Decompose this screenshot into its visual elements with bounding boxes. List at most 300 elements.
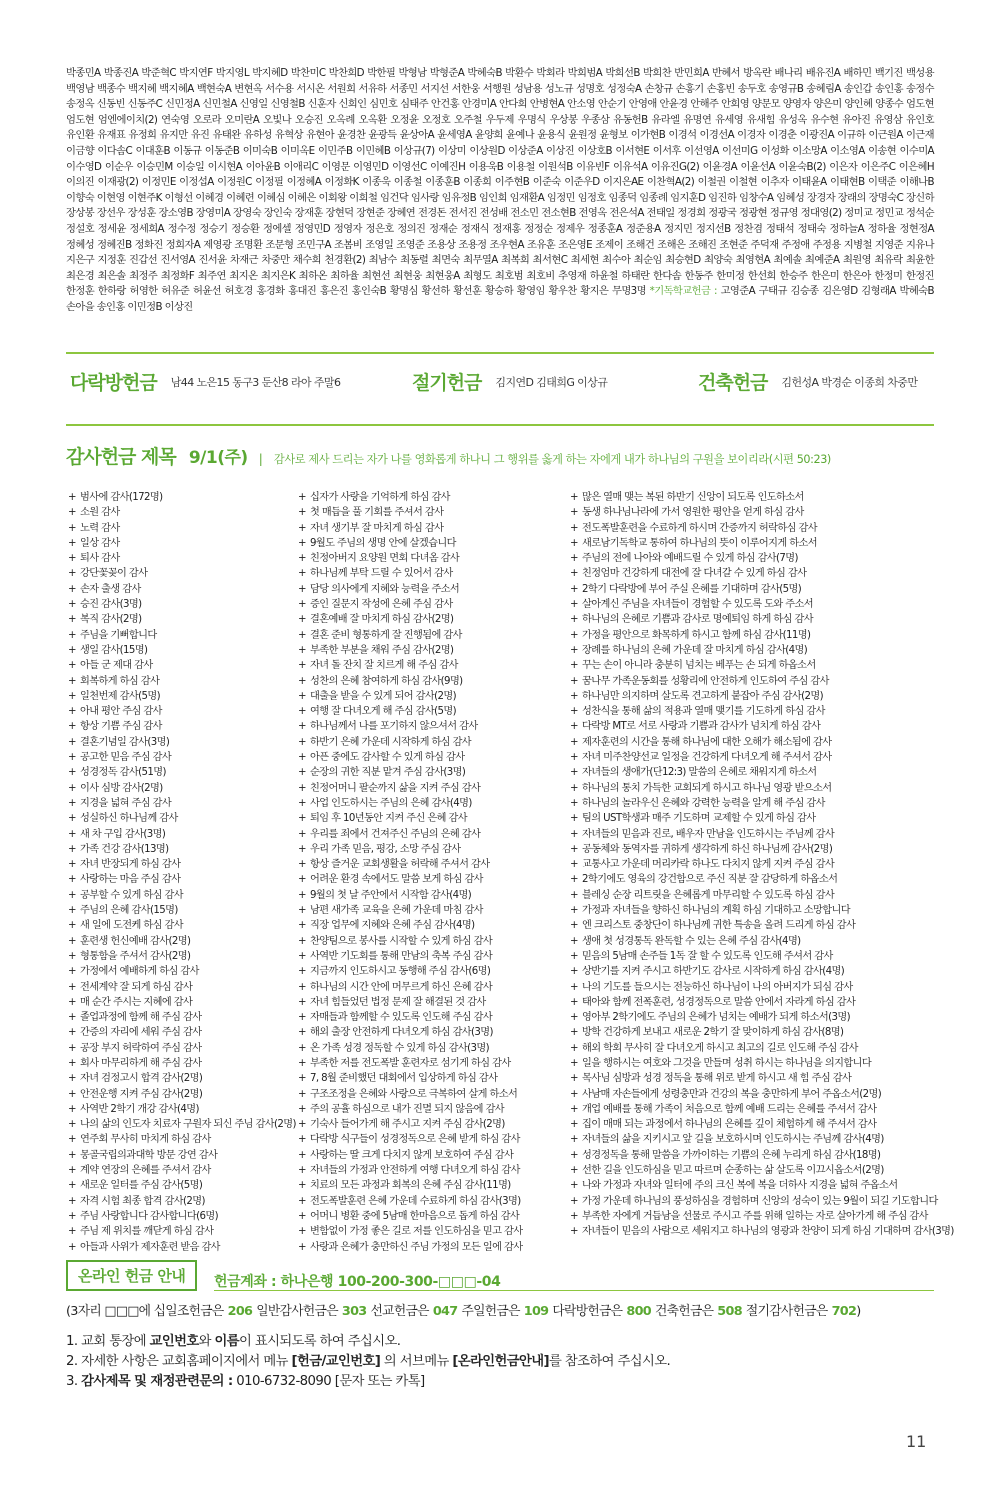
thanks-item: + 영아부 2학기에도 주님의 은혜가 넘치는 예배가 되게 하소서(3명) bbox=[570, 1010, 936, 1025]
plus-icon: + bbox=[570, 752, 578, 764]
plus-icon: + bbox=[298, 690, 306, 702]
plus-icon: + bbox=[68, 553, 76, 565]
plus-icon: + bbox=[570, 935, 578, 947]
thanks-item: + 가정과 자녀들을 향하신 하나님의 계획 하심 기대하고 소망합니다 bbox=[570, 903, 936, 918]
thanks-item: + 아픈 중에도 감사할 수 있게 하심 감사 bbox=[298, 750, 560, 765]
plus-icon: + bbox=[570, 553, 578, 565]
plus-icon: + bbox=[68, 721, 76, 733]
plus-icon: + bbox=[298, 767, 306, 779]
plus-icon: + bbox=[570, 675, 578, 687]
plus-icon: + bbox=[68, 1073, 76, 1085]
plus-icon: + bbox=[68, 1057, 76, 1069]
thanks-item: + 자녀 미주찬양선교 일정을 건강하게 다녀오게 해 주셔서 감사 bbox=[570, 750, 936, 765]
plus-icon: + bbox=[298, 599, 306, 611]
thanks-item: + 제자훈련의 시간을 통해 하나님에 대한 오해가 해소됨에 감사 bbox=[570, 735, 936, 750]
thanks-item: + 가정에서 예배하게 하심 감사 bbox=[68, 964, 288, 979]
plus-icon: + bbox=[570, 1119, 578, 1131]
thanks-item: + 상반기를 지켜 주시고 하반기도 감사로 시작하게 하심 감사(4명) bbox=[570, 964, 936, 979]
plus-icon: + bbox=[298, 537, 306, 549]
notice-list bbox=[66, 1332, 934, 1392]
plus-icon: + bbox=[298, 1134, 306, 1146]
plus-icon: + bbox=[68, 767, 76, 779]
category-names: 김헌성A 박경순 이종희 차중만 bbox=[781, 375, 918, 389]
plus-icon: + bbox=[570, 1027, 578, 1039]
thanks-item: + 결혼기념일 감사(3명) bbox=[68, 735, 288, 750]
thanks-item: + 자녀 생기부 잘 마치게 하심 감사 bbox=[298, 521, 560, 536]
plus-icon: + bbox=[298, 522, 306, 534]
offering-code: 109 bbox=[523, 1304, 549, 1319]
plus-icon: + bbox=[570, 1134, 578, 1146]
thanks-item: + 하나님의 시간 안에 머무르게 하신 은혜 감사 bbox=[298, 980, 560, 995]
plus-icon: + bbox=[570, 721, 578, 733]
category-building bbox=[698, 368, 917, 395]
thanks-item: + 친정어머니 팔순까지 삶을 지켜 주심 감사 bbox=[298, 781, 560, 796]
thanks-item: + 십자가 사랑을 기억하게 하심 감사 bbox=[298, 490, 560, 505]
plus-icon: + bbox=[298, 583, 306, 595]
thanks-header bbox=[66, 442, 934, 469]
notice-item-3: 3. 감사제목 및 재정관련문의 : 010-6732-8090 [문자 또는 카톡] bbox=[66, 1374, 425, 1389]
plus-icon: + bbox=[570, 644, 578, 656]
thanks-item: + 부족한 자에게 거듭남을 선물로 주시고 주를 위해 일하는 자로 살아가게 해 주심 감사 bbox=[570, 1209, 936, 1224]
offering-code: 047 bbox=[432, 1304, 458, 1319]
thanks-item: + 사남매 자손들에게 성령충만과 건강의 복을 충만하게 부어 주옵소서(2명) bbox=[570, 1087, 936, 1102]
thanks-item: + 전세계약 잘 되게 하심 감사 bbox=[68, 980, 288, 995]
thanks-item: + 자녀 반장되게 하심 감사 bbox=[68, 857, 288, 872]
plus-icon: + bbox=[570, 614, 578, 626]
plus-icon: + bbox=[298, 644, 306, 656]
plus-icon: + bbox=[298, 1012, 306, 1024]
thanks-item: + 교통사고 가운데 머리카락 하나도 다치지 않게 지켜 주심 감사 bbox=[570, 857, 936, 872]
plus-icon: + bbox=[68, 736, 76, 748]
plus-icon: + bbox=[570, 981, 578, 993]
thanks-item: + 성찬의 은혜 참여하게 하심 감사(9명) bbox=[298, 674, 560, 689]
plus-icon: + bbox=[570, 859, 578, 871]
thanks-item: + 사랑과 은혜가 충만하신 주님 가정의 모든 일에 감사 bbox=[298, 1240, 560, 1255]
thanks-item: + 자매들과 함께할 수 있도록 인도해 주심 감사 bbox=[298, 1010, 560, 1025]
category-names: 김지연D 김태희G 이상규 bbox=[495, 375, 608, 389]
thanks-item: + 부족한 부분을 채워 주심 감사(2명) bbox=[298, 643, 560, 658]
plus-icon: + bbox=[570, 828, 578, 840]
thanks-item: + 어려운 환경 속에서도 말씀 보게 하심 감사 bbox=[298, 872, 560, 887]
thanks-item: + 담당 의사에게 지혜와 능력을 주소서 bbox=[298, 582, 560, 597]
thanks-item: + 자녀들이 믿음의 사람으로 세워지고 하나님의 영광과 찬양이 되게 하심 기대하며 감사(3명) bbox=[570, 1224, 936, 1239]
plus-icon: + bbox=[570, 629, 578, 641]
donor-names-block bbox=[66, 66, 934, 316]
divider-mid bbox=[66, 424, 934, 426]
plus-icon: + bbox=[298, 1180, 306, 1192]
plus-icon: + bbox=[68, 874, 76, 886]
divider-top bbox=[66, 352, 934, 354]
plus-icon: + bbox=[68, 614, 76, 626]
plus-icon: + bbox=[68, 706, 76, 718]
plus-icon: + bbox=[570, 950, 578, 962]
plus-icon: + bbox=[570, 996, 578, 1008]
plus-icon: + bbox=[68, 1088, 76, 1100]
plus-icon: + bbox=[570, 1103, 578, 1115]
online-offering-button: 온라인 헌금 안내 bbox=[66, 1260, 197, 1291]
plus-icon: + bbox=[570, 905, 578, 917]
plus-icon: + bbox=[68, 797, 76, 809]
thanks-item: + 성경정독 감사(51명) bbox=[68, 765, 288, 780]
thanks-item: + 가족 건강 감사(13명) bbox=[68, 842, 288, 857]
category-title: 절기헌금 bbox=[412, 372, 482, 394]
plus-icon: + bbox=[298, 507, 306, 519]
thanks-item: + 가정을 평안으로 화목하게 하시고 함께 하심 감사(11명) bbox=[570, 628, 936, 643]
plus-icon: + bbox=[570, 782, 578, 794]
thanks-item: + 생애 첫 성경통독 완독할 수 있는 은혜 주심 감사(4명) bbox=[570, 934, 936, 949]
plus-icon: + bbox=[570, 507, 578, 519]
thanks-item: + 소원 감사 bbox=[68, 505, 288, 520]
plus-icon: + bbox=[570, 966, 578, 978]
plus-icon: + bbox=[298, 782, 306, 794]
thanks-item: + 엔 크리스토 중창단이 하나님께 귀한 특송을 올려 드리게 하심 감사 bbox=[570, 918, 936, 933]
thanks-item: + 아들 군 제대 감사 bbox=[68, 658, 288, 673]
thanks-item: + 구조조정을 은혜와 사랑으로 극복하여 살게 하소서 bbox=[298, 1087, 560, 1102]
thanks-item: + 우리 가족 믿음, 평강, 소망 주심 감사 bbox=[298, 842, 560, 857]
plus-icon: + bbox=[570, 599, 578, 611]
thanks-item: + 친정엄마 건강하게 대전에 잘 다녀갈 수 있게 하심 감사 bbox=[570, 566, 936, 581]
plus-icon: + bbox=[298, 950, 306, 962]
plus-icon: + bbox=[570, 1165, 578, 1177]
plus-icon: + bbox=[68, 905, 76, 917]
thanks-item: + 남편 새가족 교육을 은혜 가운데 마침 감사 bbox=[298, 903, 560, 918]
thanks-item: + 방학 건강하게 보내고 새로운 2학기 잘 맞이하게 하심 감사(8명) bbox=[570, 1025, 936, 1040]
thanks-item: + 집이 매매 되는 과정에서 하나님의 은혜를 깊이 체험하게 해 주셔서 감사 bbox=[570, 1117, 936, 1132]
plus-icon: + bbox=[298, 981, 306, 993]
plus-icon: + bbox=[298, 1088, 306, 1100]
plus-icon: + bbox=[570, 568, 578, 580]
plus-icon: + bbox=[570, 706, 578, 718]
thanks-item: + 주님의 전에 나아와 예배드릴 수 있게 하심 감사(7명) bbox=[570, 551, 936, 566]
plus-icon: + bbox=[68, 950, 76, 962]
thanks-item: + 태아와 함께 전폭훈련, 성경정독으로 말씀 안에서 자라게 하심 감사 bbox=[570, 995, 936, 1010]
plus-icon: + bbox=[298, 843, 306, 855]
plus-icon: + bbox=[570, 1195, 578, 1207]
thanks-item: + 하나님의 은혜로 기쁨과 감사로 명예퇴임 하게 하심 감사 bbox=[570, 612, 936, 627]
thanks-item: + 공고한 믿음 주심 감사 bbox=[68, 750, 288, 765]
thanks-item: + 장례를 하나님의 은혜 가운데 잘 마치게 하심 감사(4명) bbox=[570, 643, 936, 658]
plus-icon: + bbox=[570, 1012, 578, 1024]
thanks-item: + 일상 감사 bbox=[68, 536, 288, 551]
plus-icon: + bbox=[68, 996, 76, 1008]
thanks-item: + 지금까지 인도하시고 동행해 주심 감사(6명) bbox=[298, 964, 560, 979]
thanks-item: + 하나님의 통치 가득한 교회되게 하시고 하나님 영광 받으소서 bbox=[570, 781, 936, 796]
thanks-item: + 사역반 2학기 개강 감사(4명) bbox=[68, 1102, 288, 1117]
thanks-item: + 블레싱 순장 리트릿을 은혜롭게 마무리할 수 있도록 하심 감사 bbox=[570, 888, 936, 903]
category-title: 다락방헌금 bbox=[70, 372, 157, 394]
thanks-item: + 일천번제 감사(5명) bbox=[68, 689, 288, 704]
thanks-date: 9/1(주) bbox=[188, 448, 248, 468]
thanks-item: + 지경을 넓혀 주심 감사 bbox=[68, 796, 288, 811]
thanks-item: + 자녀 힘들었던 법정 문제 잘 해결된 것 감사 bbox=[298, 995, 560, 1010]
thanks-item: + 결혼예배 잘 마치게 하심 감사(2명) bbox=[298, 612, 560, 627]
thanks-item: + 다락방 MT로 서로 사랑과 기쁨과 감사가 넘치게 하심 감사 bbox=[570, 719, 936, 734]
thanks-item: + 자녀들의 가정과 안전하게 여행 다녀오게 하심 감사 bbox=[298, 1163, 560, 1178]
thanks-item: + 전도폭발훈련을 수료하게 하시며 간증까지 허락하심 감사 bbox=[570, 521, 936, 536]
thanks-item: + 새로운 일터를 주심 감사(5명) bbox=[68, 1178, 288, 1193]
thanks-item: + 증인 질문지 작성에 은혜 주심 감사 bbox=[298, 597, 560, 612]
thanks-item: + 하나님만 의지하며 살도록 견고하게 붙잡아 주심 감사(2명) bbox=[570, 689, 936, 704]
thanks-item: + 다락방 식구들이 성경정독으로 은혜 받게 하심 감사 bbox=[298, 1132, 560, 1147]
plus-icon: + bbox=[68, 675, 76, 687]
plus-icon: + bbox=[68, 752, 76, 764]
plus-icon: + bbox=[298, 966, 306, 978]
thanks-list-column-1 bbox=[68, 490, 296, 1255]
plus-icon: + bbox=[298, 492, 306, 503]
thanks-item: + 우리를 죄에서 건져주신 주님의 은혜 감사 bbox=[298, 827, 560, 842]
plus-icon: + bbox=[68, 935, 76, 947]
thanks-item: + 부족한 저를 전도폭발 훈련자로 섬기게 하심 감사 bbox=[298, 1056, 560, 1071]
plus-icon: + bbox=[68, 1134, 76, 1146]
plus-icon: + bbox=[570, 522, 578, 534]
plus-icon: + bbox=[298, 813, 306, 825]
thanks-item: + 범사에 감사(172명) bbox=[68, 490, 288, 505]
thanks-item: + 해외 출장 안전하게 다녀오게 하심 감사(3명) bbox=[298, 1025, 560, 1040]
plus-icon: + bbox=[298, 1027, 306, 1039]
plus-icon: + bbox=[570, 1088, 578, 1100]
thanks-item: + 주님을 기뻐합니다 bbox=[68, 628, 288, 643]
thanks-item: + 훈련생 헌신예배 감사(2명) bbox=[68, 934, 288, 949]
plus-icon: + bbox=[570, 583, 578, 595]
plus-icon: + bbox=[298, 706, 306, 718]
plus-icon: + bbox=[68, 828, 76, 840]
thanks-item: + 회복하게 하심 감사 bbox=[68, 674, 288, 689]
thanks-item: + 안전운행 지켜 주심 감사(2명) bbox=[68, 1087, 288, 1102]
thanks-item: + 매 순간 주시는 지혜에 감사 bbox=[68, 995, 288, 1010]
thanks-item: + 아내 평안 주심 감사 bbox=[68, 704, 288, 719]
thanks-item: + 2학기에도 영육의 강건함으로 주신 직분 잘 감당하게 하옵소서 bbox=[570, 872, 936, 887]
plus-icon: + bbox=[298, 828, 306, 840]
thanks-item: + 새 차 구입 감사(3명) bbox=[68, 827, 288, 842]
thanks-item: + 노력 감사 bbox=[68, 521, 288, 536]
thanks-item: + 찬양팀으로 봉사를 시작할 수 있게 하심 감사 bbox=[298, 934, 560, 949]
thanks-item: + 전도폭발훈련 은혜 가운데 수료하게 하심 감사(3명) bbox=[298, 1194, 560, 1209]
offering-code: 508 bbox=[717, 1304, 742, 1319]
thanks-item: + 새로남기독학교 통하여 하나님의 뜻이 이루어지게 하소서 bbox=[570, 536, 936, 551]
thanks-item: + 친정아버지 요양원 면회 다녀옴 감사 bbox=[298, 551, 560, 566]
category-seasonal bbox=[412, 368, 607, 395]
thanks-item: + 살아계신 주님을 자녀들이 경험할 수 있도록 도와 주소서 bbox=[570, 597, 936, 612]
plus-icon: + bbox=[68, 966, 76, 978]
plus-icon: + bbox=[298, 1042, 306, 1054]
plus-icon: + bbox=[68, 644, 76, 656]
thanks-item: + 자녀들의 삶을 지키시고 앞 길을 보호하시며 인도하시는 주님께 감사(4명) bbox=[570, 1132, 936, 1147]
thanks-item: + 퇴임 후 10년동안 지켜 주신 은혜 감사 bbox=[298, 811, 560, 826]
plus-icon: + bbox=[570, 537, 578, 549]
thanks-item: + 회사 마무리하게 해 주심 감사 bbox=[68, 1056, 288, 1071]
plus-icon: + bbox=[68, 1012, 76, 1024]
plus-icon: + bbox=[298, 1165, 306, 1177]
plus-icon: + bbox=[298, 935, 306, 947]
category-darakbang bbox=[70, 368, 340, 395]
thanks-item: + 꿈나무 가족운동회를 성황리에 안전하게 인도하여 주심 감사 bbox=[570, 674, 936, 689]
plus-icon: + bbox=[298, 1195, 306, 1207]
thanks-list-column-3 bbox=[570, 490, 954, 1240]
school-offering-label: *기독학교헌금 : bbox=[649, 285, 717, 298]
plus-icon: + bbox=[298, 660, 306, 672]
thanks-item: + 생일 감사(15명) bbox=[68, 643, 288, 658]
plus-icon: + bbox=[68, 1226, 76, 1238]
plus-icon: + bbox=[68, 1180, 76, 1192]
plus-icon: + bbox=[68, 583, 76, 595]
thanks-item: + 하나님의 놀라우신 은혜와 강력한 능력을 알게 해 주심 감사 bbox=[570, 796, 936, 811]
plus-icon: + bbox=[298, 905, 306, 917]
account-underline bbox=[214, 1290, 934, 1291]
thanks-item: + 나와 가정과 자녀와 일터에 주의 크신 복에 복을 더하사 지경을 넓혀 주옵소서 bbox=[570, 1178, 936, 1193]
thanks-item: + 개업 예배를 통해 가족이 처음으로 함께 예배 드리는 은혜를 주셔서 감사 bbox=[570, 1102, 936, 1117]
thanks-item: + 온 가족 성경 정독할 수 있게 하심 감사(3명) bbox=[298, 1041, 560, 1056]
thanks-item: + 나의 기도를 들으시는 전능하신 하나님이 나의 아버지가 되심 감사 bbox=[570, 980, 936, 995]
donor-names: 박종민A 박종진A 박준혁C 박지연F 박지영L 박지혜D 박찬미C 박찬희D 박한필 박형남 박형준A 박혜숙B 박환수 박회라 박희범A 박희선B 박희찬 반민희A 반혜서 방옥란 배나리 배유진A 배하민 백기진 백성용 백영남 백종수 백지혜 백지혜A 백현숙A 변현옥 서수용 서시온 서원희 서유하 서종민 서지선 서한웅 서행원 성남용 성노규 성명호 성정숙A 손창규 손홍기 손홍빈 송두호 송영규B 송혜림A 송인갑 송인홍 송정수 송정옥 신동빈 신동주C 신민정A 신민철A 신영일 신영철B 신훈자 신희인 심민호 심태주 안건홍 안경미A 안다희 안병현A 안소영 안순기 안영애 안윤경 안해주 안희영 양문모 양영자 양은미 양인혜 양종수 엄도현 엄도현 엄엔에이치(2) 연숙영 오로라 오미란A 오빛나 오승진 오옥례 오옥환 오정윤 오정호 오주철 우두제 우명식 우상봉 우종삼 유동헌B 유라엘 유명연 유세영 유새힘 유성옥 유수현 유아진 유영삼 유인호 유인환 유재표 유정희 유지만 유진 유태완 유하성 유혁상 유현아 윤경찬 윤광득 윤상아A 윤세영A 윤양희 윤예나 윤용식 윤원정 윤형보 이가현B 이경석 이경선A 이경자 이경춘 이광진A 이규하 이근원A 이근재 이금향 이다솜C 이대훈B 이동규 이동준B 이미숙B 이미옥E 이민주B 이민혜B 이상규(7) 이상미 이상원D 이상준A 이상진 이상호B 이서현E 이서후 이선영A 이선미G 이성화 이소망A 이소영A 이송현 이수미A 이수영D 이순우 이승민M 이승일 이시현A 이아윤B 이애리C 이영문 이영민D 이영선C 이예진H 이용욱B 이용철 이원석B 이유빈F 이유석A 이유진G(2) 이윤경A 이윤선A 이윤숙B(2) 이은자 이은주C 이은혜H 이의진 이재광(2) 이정민E 이정섭A 이정원C 이정필 이정혜A 이정화K 이종욱 이종철 이종훈B 이종희 이주현B 이준숙 이준우D 이지은AE 이찬혁A(2) 이철권 이철현 이추자 이태윤A 이태현B 이택준 이해나B 이향숙 이현영 이현주K 이형선 이혜경 이혜련 이혜심 이혜은 이회왕 이희철 임건닥 임사랑 임유정B 임인희 임재환A 임정민 임정호 임종덕 임종례 임지훈D 임진하 임창수A 임혜성 장경자 장래의 장명숙C 장신하 장상봉 장선우 장성훈 장소영B 장영미A 장영숙 장인숙 장재훈 장현덕 장현준 장혜연 전경돈 전서진 전성배 전소민 전소현B 전영옥 전은석A 전태일 정경희 정광국 정광현 정규영 정대영(2) 정미교 정민교 정석순 정설호 정세윤 정세희A 정수정 정승기 정승환 정에셀 정영민D 정영자 정은호 정의진 정재순 정재식 정재홍 정정순 정제우 정종훈A 정준용A 정지민 정지선B 정찬겸 정태석 정태숙 정하늘A 정하율 정현정A 정혜성 정혜진B 정화진 정희자A 제영광 조명환 조문형 조민구A 조봄비 조영일 조영준 조용상 조용정 조우현A 조유훈 조은영E 조제이 조해건 조해은 조해진 조현준 주덕재 주정애 주정용 지병철 지영준 지유나 지은구 지정훈 진갑선 진서영A 진서윤 차재근 차중만 채수희 천경환(2) 최남수 최동렬 최면숙 최무열A 최복희 최서현C 최세현 최수아 최순임 최승현D 최양숙 최영현A 최예솔 최예준A 최원영 최유락 최윤한 최은경 최은솔 최정주 최정화F 최주연 최지온 최지은K 최하온 최하율 최현선 최현웅 최현웅A 최형도 최호범 최호비 추영재 하윤철 하태란 한다솜 한동주 한미정 한선희 한승주 한은미 한은아 한정미 한정진 한정훈 한하랑 허영한 허유준 허윤선 허호경 홍경화 홍대진 홍은진 홍인숙B 황명심 황선하 황선훈 황승하 황영임 황우찬 황지은 무명3명 bbox=[66, 67, 934, 298]
plus-icon: + bbox=[298, 1073, 306, 1085]
plus-icon: + bbox=[68, 1042, 76, 1054]
thanks-item: + 성경정독을 통해 말씀을 가까이하는 기쁨의 은혜 누리게 하심 감사(18명) bbox=[570, 1148, 936, 1163]
thanks-item: + 형통함을 주셔서 감사(2명) bbox=[68, 949, 288, 964]
plus-icon: + bbox=[68, 1165, 76, 1177]
plus-icon: + bbox=[68, 690, 76, 702]
plus-icon: + bbox=[570, 813, 578, 825]
plus-icon: + bbox=[68, 1210, 76, 1222]
plus-icon: + bbox=[298, 568, 306, 580]
plus-icon: + bbox=[298, 1210, 306, 1222]
thanks-item: + 성찬식을 통해 삶의 적용과 열매 맺기를 기도하게 하심 감사 bbox=[570, 704, 936, 719]
plus-icon: + bbox=[68, 1195, 76, 1207]
plus-icon: + bbox=[68, 920, 76, 932]
thanks-item: + 목사님 심방과 성경 정독을 통해 위로 받게 하시고 새 힘 주심 감사 bbox=[570, 1071, 936, 1086]
page-number: 11 bbox=[906, 1432, 927, 1451]
thanks-item: + 공부할 수 있게 하심 감사 bbox=[68, 888, 288, 903]
thanks-item: + 기숙사 들어가게 해 주시고 지켜 주심 감사(2명) bbox=[298, 1117, 560, 1132]
plus-icon: + bbox=[68, 1027, 76, 1039]
plus-icon: + bbox=[298, 1149, 306, 1161]
plus-icon: + bbox=[570, 767, 578, 779]
thanks-item: + 7, 8월 준비했던 대회에서 입상하게 하심 감사 bbox=[298, 1071, 560, 1086]
thanks-item: + 믿음의 5남매 손주들 1독 잘 할 수 있도록 인도해 주셔서 감사 bbox=[570, 949, 936, 964]
plus-icon: + bbox=[570, 1210, 578, 1222]
plus-icon: + bbox=[298, 1103, 306, 1115]
thanks-item: + 항상 기쁨 주심 감사 bbox=[68, 719, 288, 734]
thanks-item: + 복직 감사(2명) bbox=[68, 612, 288, 627]
plus-icon: + bbox=[298, 721, 306, 733]
thanks-item: + 자녀 검정고시 합격 감사(2명) bbox=[68, 1071, 288, 1086]
plus-icon: + bbox=[298, 1119, 306, 1131]
plus-icon: + bbox=[570, 1180, 578, 1192]
thanks-item: + 공장 부지 허락하여 주심 감사 bbox=[68, 1041, 288, 1056]
plus-icon: + bbox=[298, 752, 306, 764]
thanks-verse: 감사로 제사 드리는 자가 나를 영화롭게 하나니 그 행위를 옳게 하는 자에게 내가 하나님의 구원을 보이리라(시편 50:23) bbox=[273, 453, 831, 466]
plus-icon: + bbox=[68, 981, 76, 993]
offering-codes: (3자리 □□□에 십일조헌금은 206 일반감사헌금은 303 선교헌금은 047 주일헌금은 109 다락방헌금은 800 건축헌금은 508 절기감사헌금은 702) bbox=[66, 1304, 861, 1319]
plus-icon: + bbox=[570, 1149, 578, 1161]
plus-icon: + bbox=[298, 996, 306, 1008]
thanks-item: + 사역반 기도회를 통해 만남의 축복 주심 감사 bbox=[298, 949, 560, 964]
offering-code: 702 bbox=[831, 1304, 857, 1319]
plus-icon: + bbox=[68, 813, 76, 825]
plus-icon: + bbox=[570, 1042, 578, 1054]
thanks-item: + 주님 사랑합니다 감사합니다(6명) bbox=[68, 1209, 288, 1224]
thanks-item: + 하반기 은혜 가운데 시작하게 하심 감사 bbox=[298, 735, 560, 750]
plus-icon: + bbox=[570, 889, 578, 901]
thanks-item: + 자녀 돌 잔치 잘 치르게 해 주심 감사 bbox=[298, 658, 560, 673]
thanks-title: 감사헌금 제목 bbox=[66, 446, 176, 468]
thanks-item: + 자녀들의 생애가(단12:3) 말씀의 은혜로 채워지게 하소서 bbox=[570, 765, 936, 780]
plus-icon: + bbox=[68, 1103, 76, 1115]
thanks-item: + 어머니 병환 중에 5남매 한마음으로 돕게 하심 감사 bbox=[298, 1209, 560, 1224]
plus-icon: + bbox=[298, 920, 306, 932]
plus-icon: + bbox=[68, 859, 76, 871]
school-offering-names: 고영준A 구태규 김승종 김은영D 김형래A 박혜숙B 손아을 송인홍 이민정B 이상진 bbox=[66, 285, 934, 313]
plus-icon: + bbox=[68, 1149, 76, 1161]
plus-icon: + bbox=[570, 1073, 578, 1085]
thanks-item: + 연주회 무사히 마치게 하심 감사 bbox=[68, 1132, 288, 1147]
plus-icon: + bbox=[570, 1226, 578, 1238]
plus-icon: + bbox=[570, 874, 578, 886]
thanks-item: + 직장 업무에 지혜와 은혜 주심 감사(4명) bbox=[298, 918, 560, 933]
thanks-item: + 자격 시험 최종 합격 감사(2명) bbox=[68, 1194, 288, 1209]
thanks-item: + 새 일에 도전케 하심 감사 bbox=[68, 918, 288, 933]
thanks-item: + 몽골국립의과대학 방문 강연 감사 bbox=[68, 1148, 288, 1163]
plus-icon: + bbox=[298, 1057, 306, 1069]
thanks-item: + 꾸는 손이 아니라 충분히 넘치는 베푸는 손 되게 하옵소서 bbox=[570, 658, 936, 673]
thanks-item: + 하나님께 부탁 드릴 수 있어서 감사 bbox=[298, 566, 560, 581]
thanks-item: + 9월의 첫 날 주안에서 시작함 감사(4명) bbox=[298, 888, 560, 903]
plus-icon: + bbox=[68, 629, 76, 641]
plus-icon: + bbox=[68, 492, 76, 503]
thanks-item: + 동생 하나님나라에 가서 영원한 평안을 얻게 하심 감사 bbox=[570, 505, 936, 520]
plus-icon: + bbox=[68, 568, 76, 580]
account-number: 헌금계좌 : 하나은행 100-200-300-□□□-04 bbox=[214, 1274, 501, 1290]
plus-icon: + bbox=[298, 859, 306, 871]
plus-icon: + bbox=[570, 492, 578, 503]
thanks-item: + 선한 길을 인도하심을 믿고 따르며 순종하는 삶 살도록 이끄시옵소서(2명) bbox=[570, 1163, 936, 1178]
plus-icon: + bbox=[298, 614, 306, 626]
thanks-item: + 주의 공휼 하심으로 내가 진멸 되지 않음에 감사 bbox=[298, 1102, 560, 1117]
plus-icon: + bbox=[570, 736, 578, 748]
thanks-item: + 사업 인도하시는 주님의 은혜 감사(4명) bbox=[298, 796, 560, 811]
thanks-item: + 변함없이 가정 좋은 길로 저를 인도하심을 믿고 감사 bbox=[298, 1224, 560, 1239]
thanks-item: + 아들과 사위가 제자훈련 받음 감사 bbox=[68, 1240, 288, 1255]
thanks-item: + 승진 감사(3명) bbox=[68, 597, 288, 612]
plus-icon: + bbox=[298, 1241, 306, 1253]
thanks-item: + 주님의 은혜 감사(15명) bbox=[68, 903, 288, 918]
thanks-list-column-2 bbox=[298, 490, 560, 1255]
thanks-item: + 간증의 자리에 세워 주심 감사 bbox=[68, 1025, 288, 1040]
thanks-item: + 첫 매듭을 풀 기회를 주셔서 감사 bbox=[298, 505, 560, 520]
thanks-item: + 팀의 UST학생과 매주 기도하며 교제할 수 있게 하심 감사 bbox=[570, 811, 936, 826]
offering-code: 206 bbox=[227, 1304, 253, 1319]
thanks-item: + 졸업과정에 함께 해 주심 감사 bbox=[68, 1010, 288, 1025]
thanks-item: + 많은 열매 맺는 복된 하반기 신앙이 되도록 인도하소서 bbox=[570, 490, 936, 505]
plus-icon: + bbox=[298, 736, 306, 748]
thanks-item: + 주님 제 위치를 깨닫게 하심 감사 bbox=[68, 1224, 288, 1239]
thanks-item: + 치료의 모든 과정과 회복의 은혜 주심 감사(11명) bbox=[298, 1178, 560, 1193]
plus-icon: + bbox=[298, 1226, 306, 1238]
thanks-item: + 해외 학회 무사히 잘 다녀오게 하시고 최고의 길로 인도해 주심 감사 bbox=[570, 1041, 936, 1056]
thanks-item: + 공동체와 동역자를 귀하게 생각하게 하신 하나님께 감사(2명) bbox=[570, 842, 936, 857]
plus-icon: + bbox=[570, 690, 578, 702]
offering-code: 303 bbox=[341, 1304, 367, 1319]
thanks-item: + 성실하신 하나님께 감사 bbox=[68, 811, 288, 826]
plus-icon: + bbox=[298, 553, 306, 565]
thanks-item: + 자녀들의 믿음과 진로, 배우자 만남을 인도하시는 주님께 감사 bbox=[570, 827, 936, 842]
thanks-item: + 순장의 귀한 직분 맡겨 주심 감사(3명) bbox=[298, 765, 560, 780]
thanks-item: + 이사 심방 감사(2명) bbox=[68, 781, 288, 796]
plus-icon: + bbox=[298, 675, 306, 687]
thanks-item: + 사랑하는 마음 주심 감사 bbox=[68, 872, 288, 887]
plus-icon: + bbox=[68, 1119, 76, 1131]
plus-icon: + bbox=[570, 920, 578, 932]
thanks-item: + 9월도 주님의 생명 안에 살겠습니다 bbox=[298, 536, 560, 551]
